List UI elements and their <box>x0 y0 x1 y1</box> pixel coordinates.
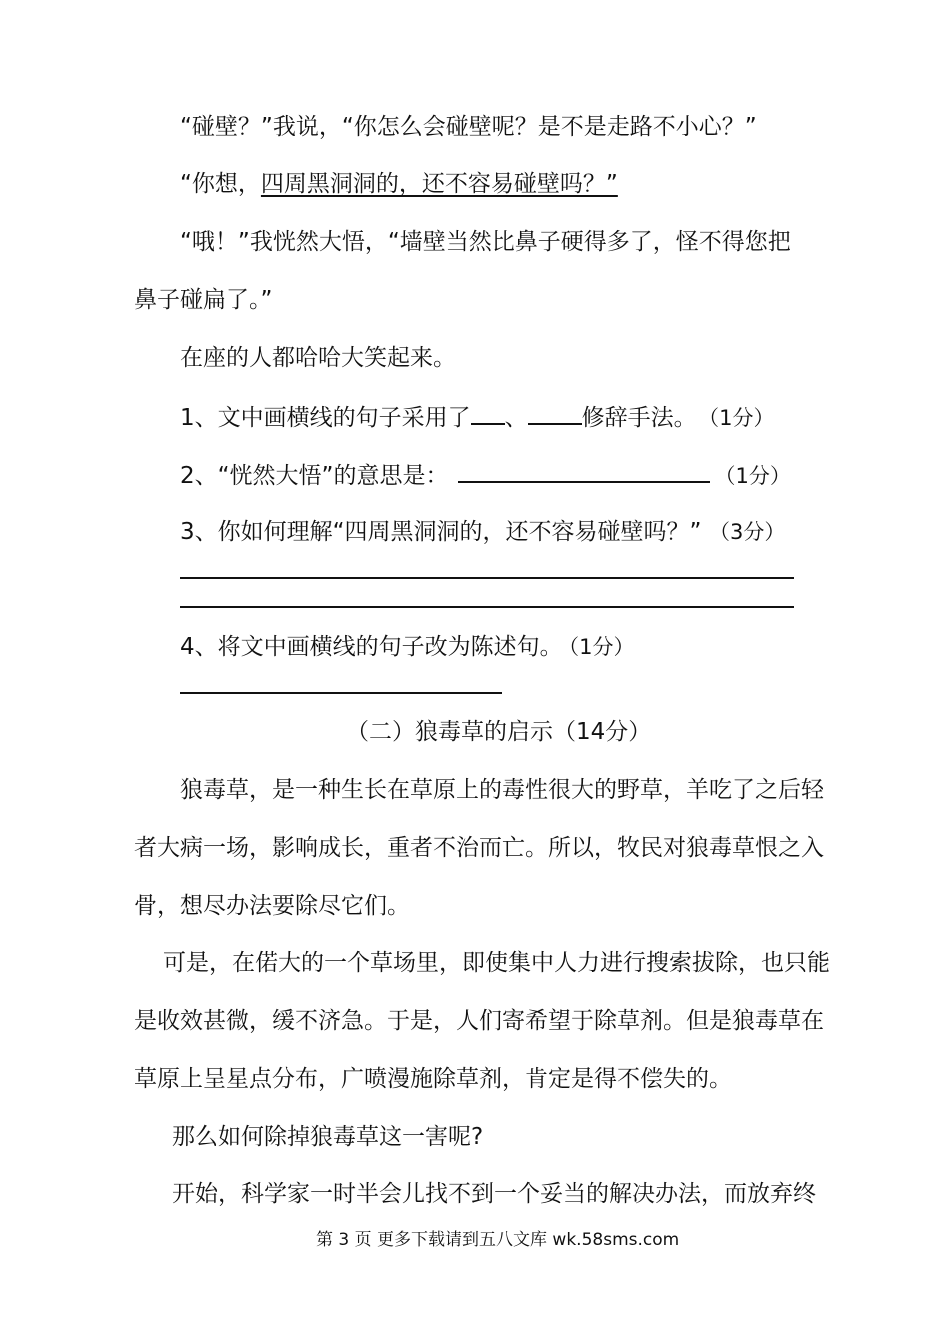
question-3-answer-line-1[interactable] <box>180 577 794 579</box>
story-line-5: 在座的人都哈哈大笑起来。 <box>180 345 456 371</box>
section-2-title: （二）狼毒草的启示（14分） <box>346 719 652 745</box>
section-2-paragraph-1-line-2: 者大病一场，影响成长，重者不治而亡。所以，牧民对狼毒草恨之入 <box>134 835 824 861</box>
question-4-answer-line[interactable] <box>180 692 502 694</box>
question-1-blank-a[interactable] <box>471 401 505 425</box>
question-1-score: （1分） <box>708 406 775 430</box>
question-1-separator: 、 <box>504 405 528 431</box>
question-4-score: （1分） <box>568 635 635 659</box>
section-2-paragraph-3: 那么如何除掉狼毒草这一害呢? <box>172 1124 484 1150</box>
story-line-1: “碰壁？”我说，“你怎么会碰壁呢？是不是走路不小心？” <box>180 114 757 140</box>
question-1 <box>180 401 775 433</box>
question-4-text: 4、将文中画横线的句子改为陈述句。 <box>180 634 563 660</box>
question-3 <box>180 517 785 547</box>
question-2-text: 2、“恍然大悟”的意思是： <box>180 463 449 489</box>
question-1-suffix: 修辞手法。 <box>581 405 697 431</box>
section-2-paragraph-2-line-1: 可是，在偌大的一个草场里，即使集中人力进行搜索拔除，也只能 <box>163 950 830 976</box>
question-2-answer-blank[interactable] <box>458 459 710 483</box>
section-2-paragraph-2-line-3: 草原上呈星点分布，广喷漫施除草剂，肯定是得不偿失的。 <box>134 1066 732 1092</box>
underlined-sentence: 四周黑洞洞的，还不容易碰壁吗？” <box>260 171 618 197</box>
section-2-paragraph-2-line-2: 是收效甚微，缓不济急。于是，人们寄希望于除草剂。但是狼毒草在 <box>134 1008 824 1034</box>
section-2-paragraph-1-line-1: 狼毒草，是一种生长在草原上的毒性很大的野草，羊吃了之后轻 <box>180 777 824 803</box>
story-line-2-prefix: “你想， <box>180 171 261 197</box>
question-2 <box>180 459 791 491</box>
question-3-answer-line-2[interactable] <box>180 606 794 608</box>
question-3-text: 3、你如何理解“四周黑洞洞的，还不容易碰壁吗？” <box>180 519 702 545</box>
story-line-3: “哦！”我恍然大悟，“墙壁当然比鼻子硬得多了，怪不得您把 <box>180 229 791 255</box>
story-line-2 <box>180 169 618 199</box>
story-line-4: 鼻子碰扁了。” <box>134 287 273 313</box>
section-2-paragraph-4-line-1: 开始，科学家一时半会儿找不到一个妥当的解决办法，而放弃终 <box>172 1181 816 1207</box>
page-footer: 第 3 页 更多下载请到五八文库 wk.58sms.com <box>316 1230 680 1250</box>
question-2-score: （1分） <box>714 464 791 488</box>
question-4 <box>180 632 635 662</box>
question-1-text: 1、文中画横线的句子采用了 <box>180 405 471 431</box>
question-1-blank-b[interactable] <box>528 401 582 425</box>
question-3-score: （3分） <box>719 520 786 544</box>
section-2-paragraph-1-line-3: 骨，想尽办法要除尽它们。 <box>134 893 410 919</box>
